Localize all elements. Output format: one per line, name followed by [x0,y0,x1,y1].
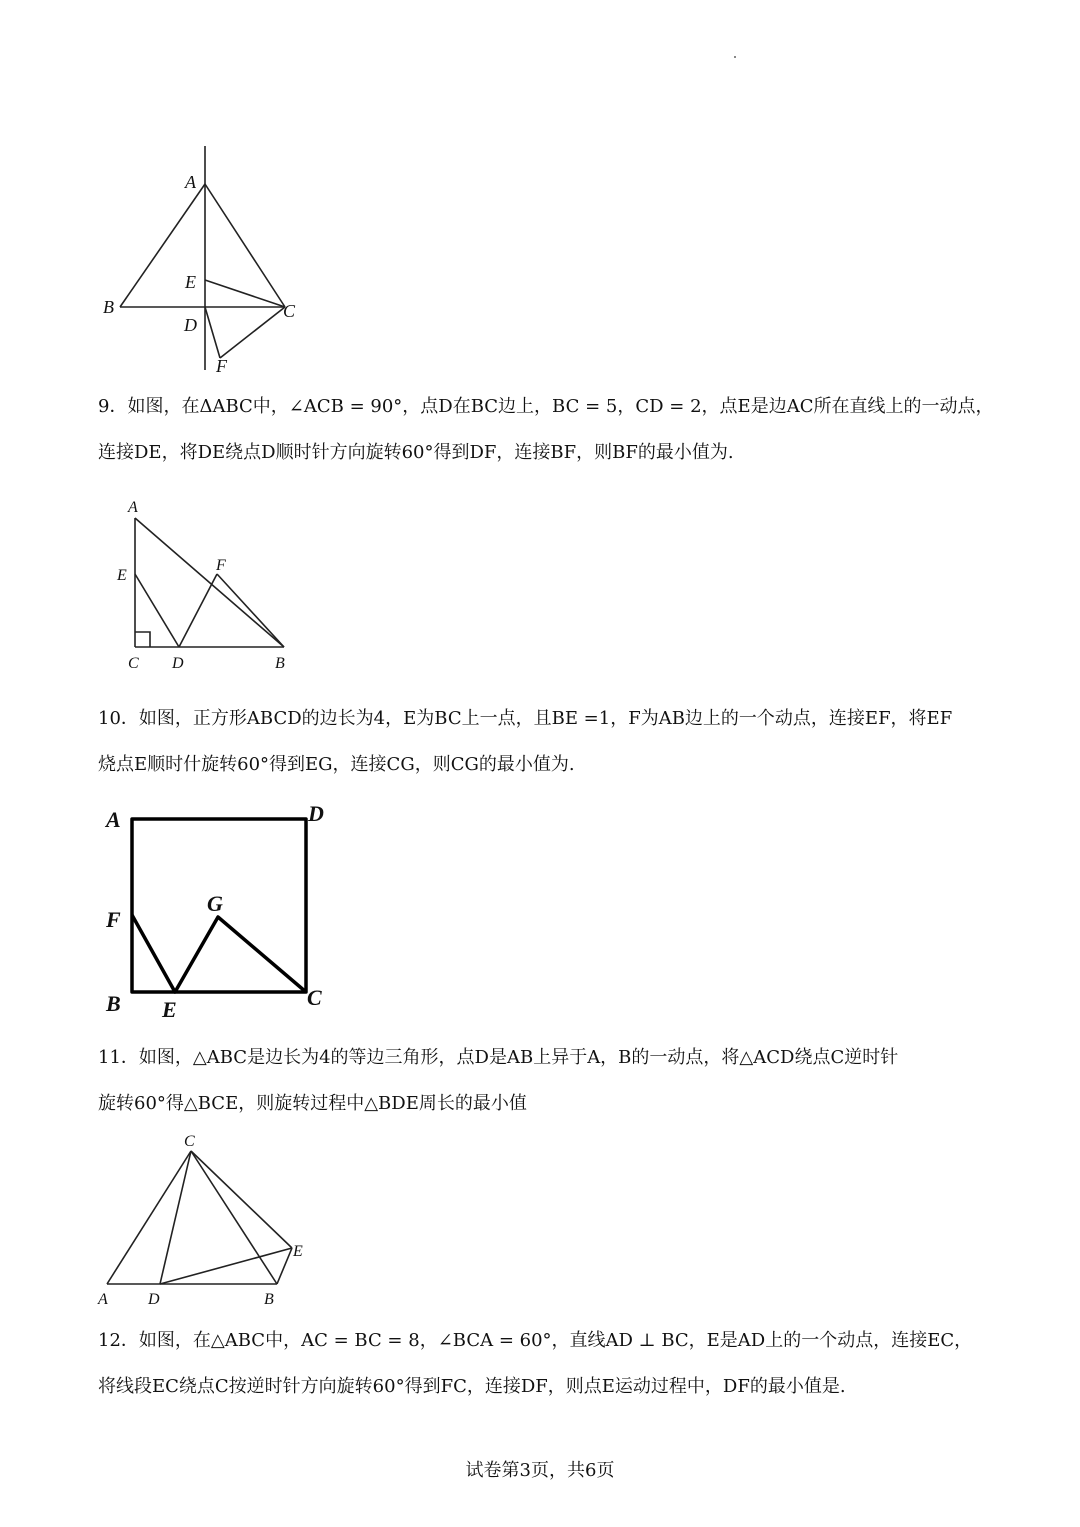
question-12-line-2: 将线段EC绕点C按逆时针方向旋转60°得到FC，连接DF，则点E运动过程中，DF的最小值是. [98,1376,846,1397]
question-12-line-1: 12．如图，在△ABC中，AC = BC = 8，∠BCA = 60°，直线AD ⊥ BC，E是AD上的一个动点，连接EC， [98,1330,973,1351]
fig11-label-c: C [184,1133,195,1150]
question-9 [98,384,998,476]
fig8-label-f: F [216,356,227,376]
figure-q9 [110,490,310,680]
fig10-label-e: E [162,997,177,1022]
question-10-line-1: 10．如图，正方形ABCD的边长为4，E为BC上一点，且BE =1，F为AB边上的一个动点，连接EF，将EF [98,708,953,729]
figure-q11 [95,1128,325,1313]
page-footer: 试卷第3页，共6页 [465,1460,615,1481]
fig11-label-b: B [264,1291,274,1308]
fig9-label-e: E [117,567,127,584]
question-11 [98,1035,998,1127]
fig9-label-a: A [128,499,138,516]
fig8-label-d: D [184,315,197,335]
fig11-label-a: A [98,1291,108,1308]
fig8-label-b: B [103,297,114,317]
fig11-label-d: D [148,1291,160,1308]
fig8-label-e: E [185,272,196,292]
fig8-label-c: C [283,301,296,321]
fig9-label-f: F [216,557,226,574]
fig11-label-e: E [293,1243,303,1260]
fig10-label-c: C [307,985,322,1010]
fig10-label-b: B [106,991,121,1016]
scan-speck [734,56,736,58]
fig10-label-d: D [308,801,324,826]
fig10-label-a: A [106,807,121,832]
question-10-line-2: 烧点E顺时什旋转60°得到EG，连接CG，则CG的最小值为. [98,754,575,775]
figure-q8 [95,140,315,380]
question-11-line-2: 旋转60°得△BCE，则旋转过程中△BDE周长的最小值 [98,1093,527,1114]
fig9-label-c: C [128,655,139,672]
question-9-line-2: 连接DE，将DE绕点D顺时针方向旋转60°得到DF，连接BF，则BF的最小值为. [98,442,734,463]
question-10 [98,696,998,788]
question-12 [98,1318,998,1410]
fig10-label-g: G [207,891,223,916]
figure-q10 [100,795,340,1025]
question-9-line-1: 9．如图，在ΔABC中，∠ACB = 90°，点D在BC边上，BC = 5，CD = 2，点E是边AC所在直线上的一动点， [98,396,994,417]
question-11-line-1: 11．如图，△ABC是边长为4的等边三角形，点D是AB上异于A，B的一动点，将△ACD绕点C逆时针 [98,1047,899,1068]
fig9-label-b: B [275,655,285,672]
fig8-label-a: A [185,172,196,192]
fig9-label-d: D [172,655,184,672]
fig10-label-f: F [106,907,121,932]
